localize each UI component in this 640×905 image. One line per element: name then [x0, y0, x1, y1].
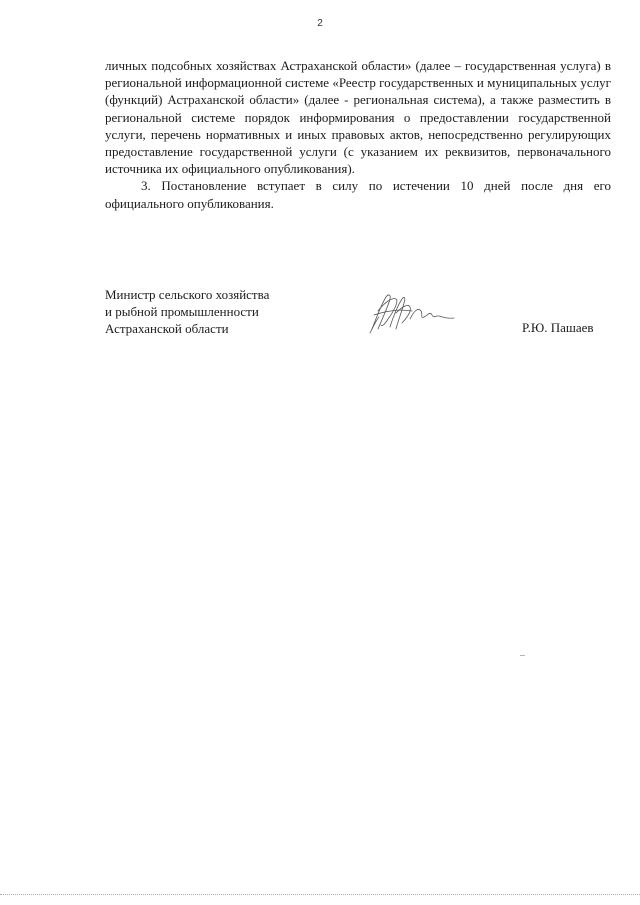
position-line-2: и рыбной промышленности: [105, 304, 259, 319]
signatory-position: [105, 286, 269, 337]
position-line-3: Астраханской области: [105, 321, 229, 336]
handwritten-signature-icon: [366, 289, 458, 335]
scan-edge-line: [0, 894, 640, 895]
paragraph-2-continuation: личных подсобных хозяйствах Астраханской области» (далее – государственная услуга) в региональной информационной системе «Реестр государственных и муниципальных услуг (функций) Астраханской области» (далее - региональная система), а также разместить в региональной системе порядок информирования о предоставлении государственной услуги, перечень нормативных и иных правовых актов, непосредственно регулирующих предоставление государственной услуги (с указанием их реквизитов, первоначального источника их официального опубликования).: [105, 58, 611, 177]
position-line-1: Министр сельского хозяйства: [105, 287, 270, 302]
scan-artifact-mark: [520, 655, 525, 656]
signatory-name: Р.Ю. Пашаев: [522, 320, 594, 335]
document-body: [105, 57, 611, 212]
page-number: 2: [317, 18, 323, 29]
paragraph-3: 3. Постановление вступает в силу по истечении 10 дней после дня его официального опубликования.: [105, 178, 611, 211]
